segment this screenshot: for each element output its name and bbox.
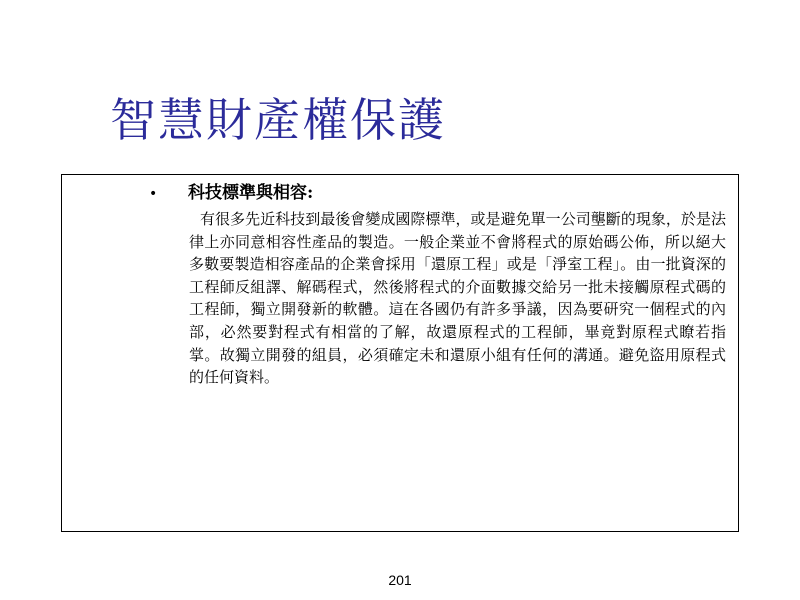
slide-title: 智慧財產權保護 (110, 93, 446, 147)
content-box (61, 174, 739, 532)
page-number: 201 (388, 572, 412, 588)
bullet-marker: • (149, 186, 158, 202)
bullet-heading: 科技標準與相容: (188, 183, 314, 203)
body-paragraph: 有很多先近科技到最後會變成國際標準，或是避免單一公司壟斷的現象，於是法律上亦同意相容性產品的製造。一般企業並不會將程式的原始碼公佈，所以絕大多數要製造相容產品的企業會採用「還原工程」或是「淨室工程」。由一批資深的工程師反組譯、解碼程式，然後將程式的介面數據交給另一批未接觸原程式碼的工程師，獨立開發新的軟體。這在各國仍有許多爭議，因為要研究一個程式的內部，必然要對程式有相當的了解，故還原程式的工程師，畢竟對原程式瞭若指掌。故獨立開發的組員，必須確定未和還原小組有任何的溝通。避免盜用原程式的任何資料。 (189, 210, 726, 387)
